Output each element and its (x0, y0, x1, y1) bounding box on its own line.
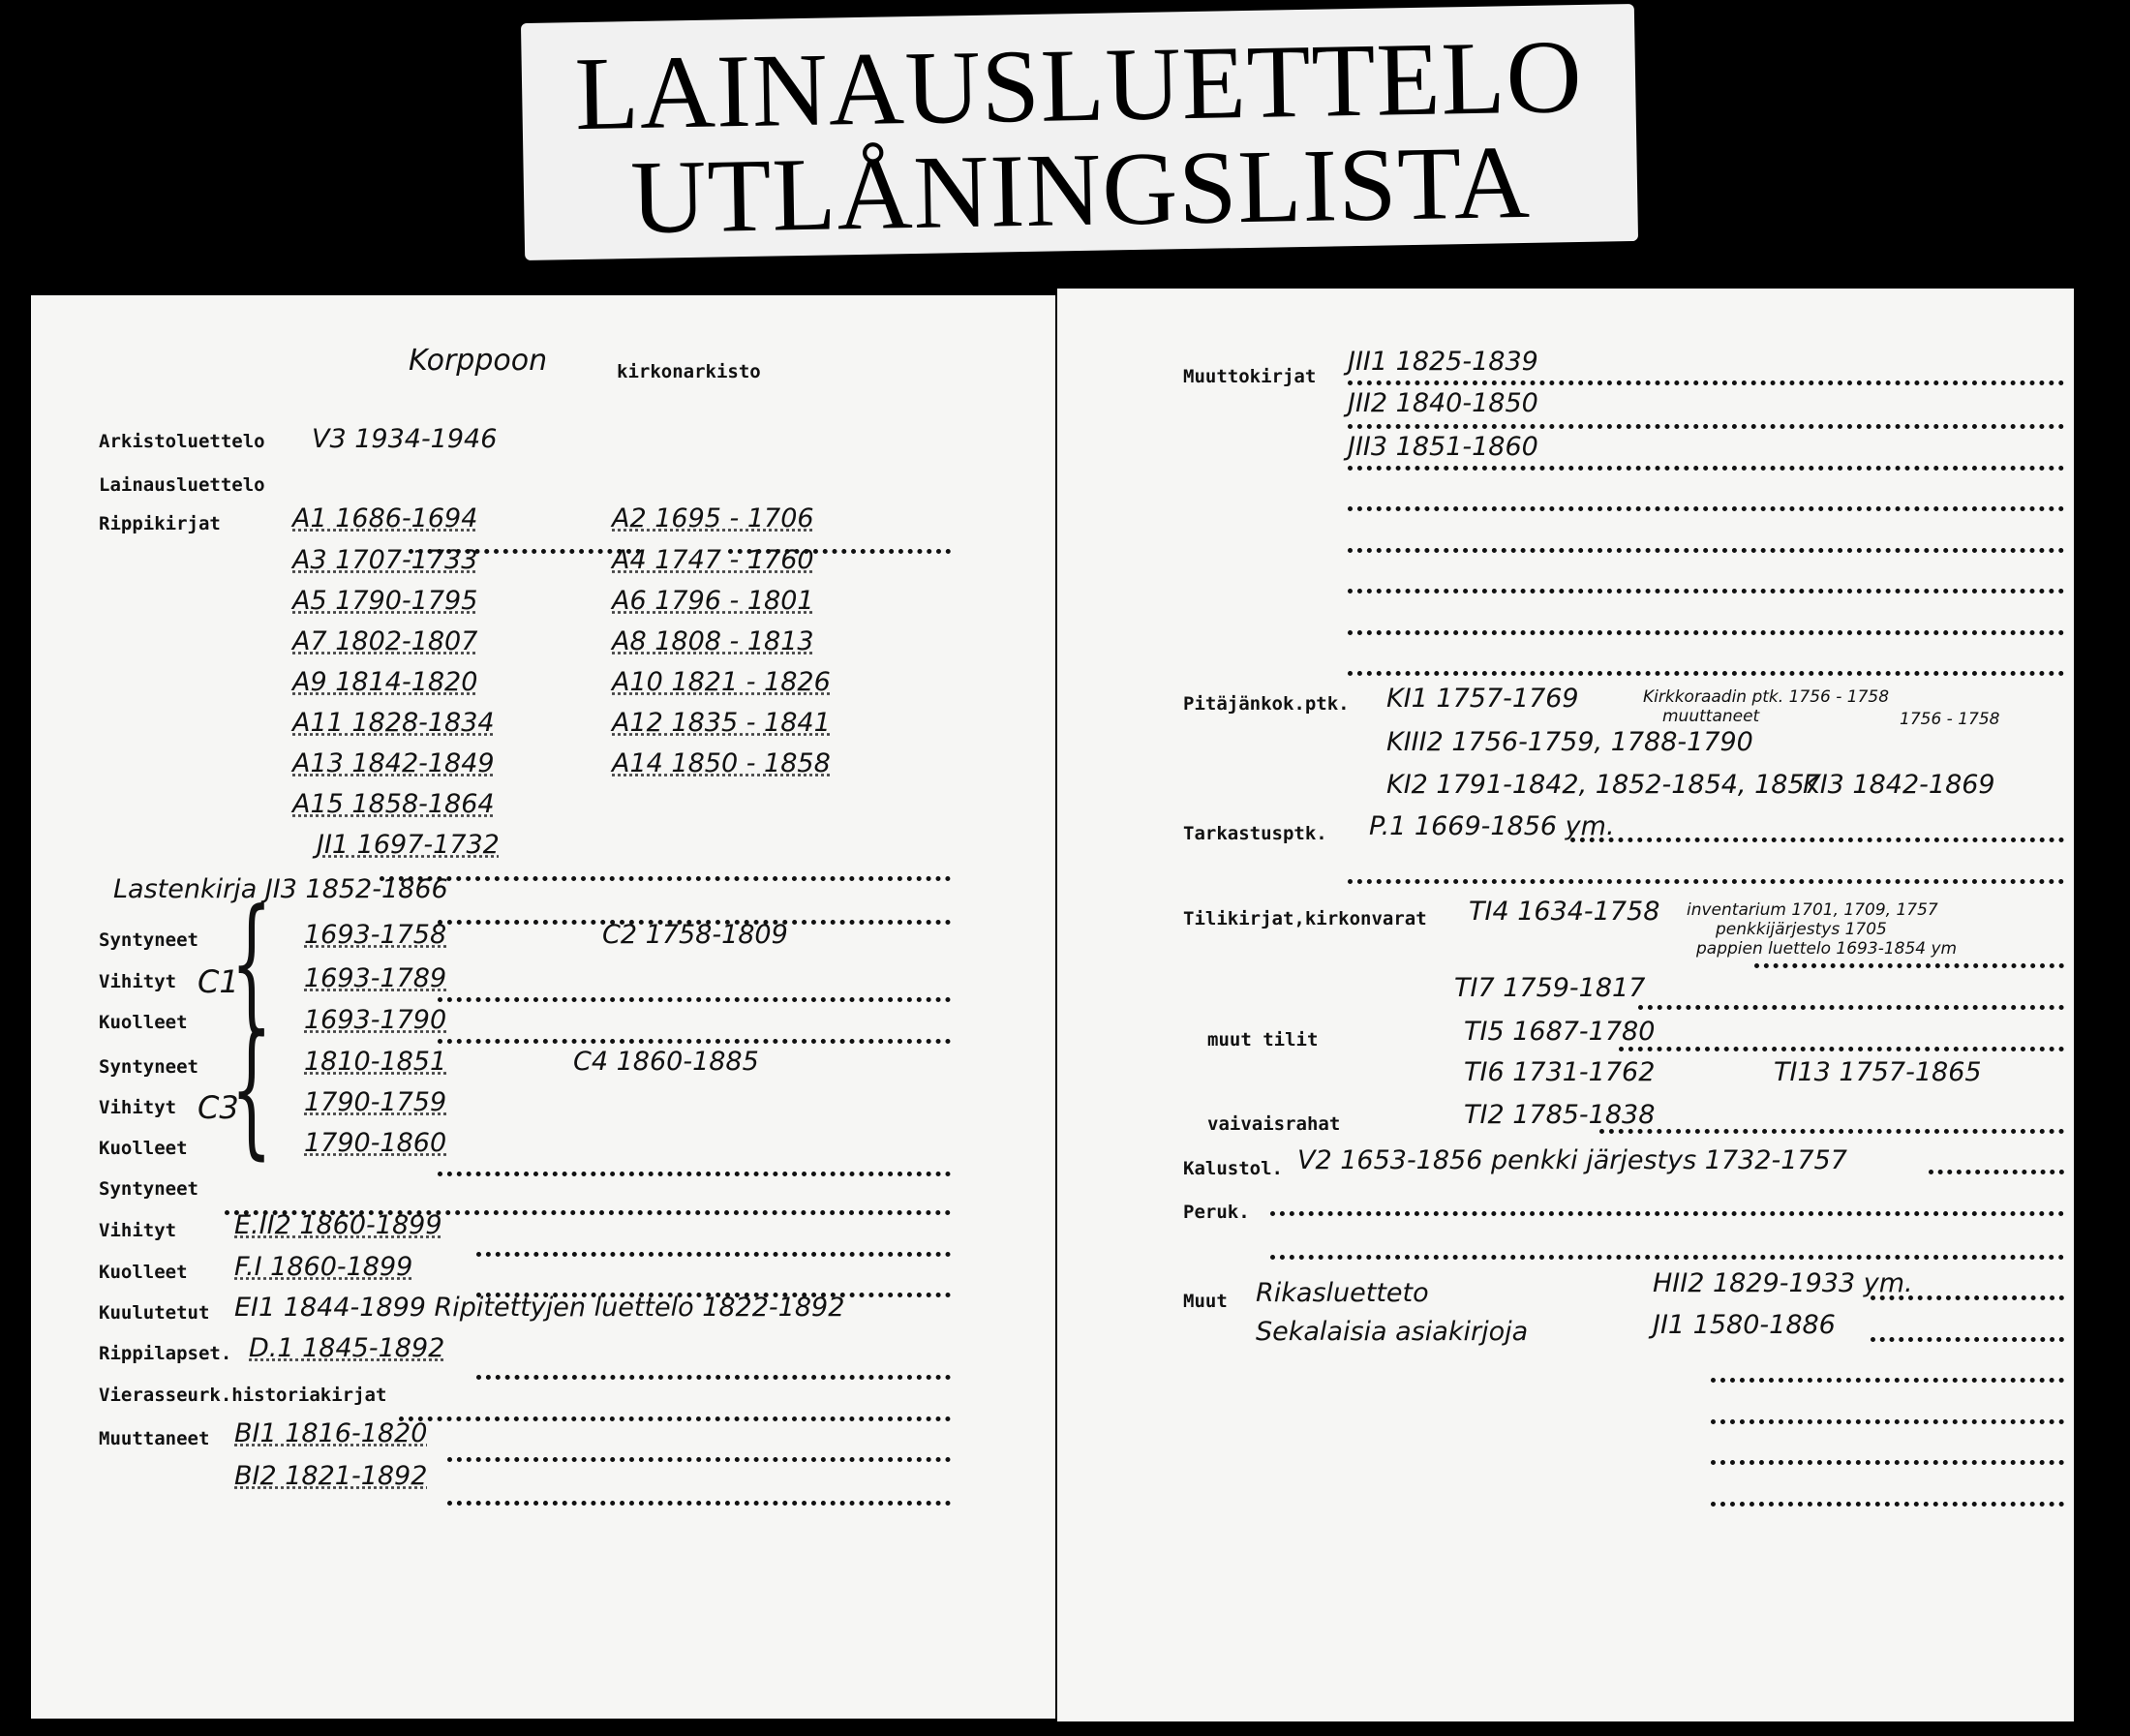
dotted-line (1754, 963, 2064, 968)
dotted-line (1348, 466, 2064, 471)
label-rippikirjat: Rippikirjat (99, 513, 221, 534)
dotted-line (1599, 1129, 2064, 1134)
birth-range: 1810-1851 (304, 1047, 447, 1077)
migration-book-entry: JII3 1851-1860 (1348, 432, 1538, 462)
marriage-range: 1790-1759 (304, 1087, 447, 1117)
marriage-entry: E.II2 1860-1899 (234, 1210, 442, 1240)
label-lainausluettelo: Lainausluettelo (99, 474, 265, 496)
label-muuttaneet: Muuttaneet (99, 1428, 210, 1449)
inventory-entry: V2 1653-1856 penkki järjestys 1732-1757 (1297, 1145, 1847, 1175)
dotted-line (409, 549, 641, 554)
rippikirja-entry: A10 1821 - 1826 (612, 667, 831, 697)
label-rippilapset: Rippilapset. (99, 1343, 232, 1364)
parish-meeting-entry: KI3 1842-1869 (1803, 770, 1995, 800)
volume-c4: C4 1860-1885 (573, 1047, 759, 1077)
dotted-line (1270, 1255, 2064, 1260)
dotted-line (1348, 879, 2064, 884)
migration-entry: BI2 1821-1892 (234, 1461, 428, 1491)
dotted-line (476, 1293, 951, 1297)
rippikirja-entry: A15 1858-1864 (292, 789, 495, 819)
label-vihityt: Vihityt (99, 1097, 177, 1118)
dotted-line (1270, 1211, 2064, 1216)
dotted-line (1711, 1419, 2064, 1424)
dotted-line (438, 1039, 951, 1044)
accounts-note: penkkijärjestys 1705 (1716, 920, 1887, 939)
volume-c1: C1 (198, 963, 239, 1000)
dotted-line (225, 1210, 951, 1215)
dotted-line (1348, 424, 2064, 429)
rippikirja-entry: A7 1802-1807 (292, 626, 478, 656)
migration-entry: BI1 1816-1820 (234, 1418, 428, 1448)
parish-meeting-note: Kirkkoraadin ptk. 1756 - 1758 (1643, 687, 1890, 707)
other-entry: JI1 1580-1886 (1653, 1310, 1836, 1340)
accounts-note: pappien luettelo 1693-1854 ym (1696, 939, 1958, 959)
dotted-line (1638, 1005, 2064, 1010)
inspection-entry: P.1 1669-1856 ym. (1369, 811, 1615, 841)
rippikirja-entry: A3 1707-1733 (292, 545, 478, 575)
brace-icon: { (230, 879, 273, 1048)
dotted-line (1570, 838, 2064, 842)
rippikirja-entry: JI1 1697-1732 (317, 830, 500, 860)
label-vihityt: Vihityt (99, 971, 177, 992)
dotted-line (476, 1375, 951, 1380)
parish-meeting-note: muuttaneet (1662, 707, 1760, 726)
migration-book-entry: JII1 1825-1839 (1348, 347, 1538, 377)
death-range: 1790-1860 (304, 1128, 447, 1158)
dotted-line (1711, 1502, 2064, 1507)
rippikirja-entry: A5 1790-1795 (292, 586, 478, 616)
marriage-range: 1693-1789 (304, 963, 447, 993)
poor-fund-entry: TI2 1785-1838 (1464, 1100, 1656, 1130)
dotted-line (476, 1252, 951, 1257)
rippikirja-entry: A9 1814-1820 (292, 667, 478, 697)
rippikirja-entry: A1 1686-1694 (292, 503, 478, 533)
dotted-line (1871, 1295, 2064, 1300)
dotted-line (1619, 1047, 2064, 1051)
rippikirja-entry: A12 1835 - 1841 (612, 708, 831, 738)
label-syntyneet: Syntyneet (99, 929, 198, 951)
title-banner (521, 4, 1638, 260)
confirmands-entry: D.1 1845-1892 (249, 1333, 445, 1363)
dotted-line (1348, 506, 2064, 511)
parish-meeting-entry: KI1 1757-1769 (1386, 684, 1579, 714)
label-vaivaisrahat: vaivaisrahat (1207, 1113, 1341, 1135)
dotted-line (1348, 589, 2064, 594)
rippikirja-entry: A11 1828-1834 (292, 708, 495, 738)
volume-c2: C2 1758-1809 (602, 920, 788, 950)
label-kuolleet: Kuolleet (99, 1012, 188, 1033)
label-arkistoluettelo: Arkistoluettelo (99, 431, 265, 452)
label-vierasseurakunta: Vierasseurk.historiakirjat (99, 1385, 387, 1406)
death-range: 1693-1790 (304, 1005, 447, 1035)
accounts-entry: TI4 1634-1758 (1469, 897, 1660, 927)
other-accounts-entry: TI13 1757-1865 (1774, 1057, 1982, 1087)
rippikirja-entry: A2 1695 - 1706 (612, 503, 814, 533)
banner-title-finnish: LAINAUSLUETTELO (573, 18, 1584, 153)
brace-icon: { (230, 1005, 273, 1173)
label-kuulutetut: Kuulutetut (99, 1302, 210, 1324)
dotted-line (728, 549, 951, 554)
dotted-line (1871, 1337, 2064, 1342)
label-pitajankokous: Pitäjänkok.ptk. (1183, 693, 1350, 715)
rippikirja-entry: A4 1747 - 1760 (612, 545, 814, 575)
dotted-line (1711, 1460, 2064, 1465)
rippikirja-entry: A14 1850 - 1858 (612, 748, 831, 778)
dotted-line (1929, 1170, 2064, 1174)
rippikirja-entry: A13 1842-1849 (292, 748, 495, 778)
dotted-line (438, 920, 951, 925)
lastenkirja-entry: Lastenkirja JI3 1852-1866 (113, 874, 448, 904)
label-tilikirjat: Tilikirjat,kirkonvarat (1183, 908, 1427, 929)
death-entry: F.I 1860-1899 (234, 1252, 413, 1282)
label-vihityt: Vihityt (99, 1220, 177, 1241)
other-accounts-entry: TI5 1687-1780 (1464, 1017, 1656, 1047)
other-entry: Sekalaisia asiakirjoja (1256, 1317, 1529, 1347)
parish-name: Korppoon (409, 344, 548, 378)
label-syntyneet: Syntyneet (99, 1178, 198, 1200)
value-arkistoluettelo: V3 1934-1946 (312, 424, 498, 454)
label-kuolleet: Kuolleet (99, 1138, 188, 1159)
label-syntyneet: Syntyneet (99, 1056, 198, 1078)
migration-book-entry: JII2 1840-1850 (1348, 388, 1538, 418)
right-page (1057, 289, 2074, 1721)
volume-c3: C3 (198, 1089, 239, 1126)
parish-meeting-entry: KI2 1791-1842, 1852-1854, 1857 (1386, 770, 1821, 800)
accounts-entry: TI7 1759-1817 (1454, 973, 1646, 1003)
dotted-line (438, 1172, 951, 1176)
dotted-line (447, 1457, 951, 1462)
dotted-line (1348, 381, 2064, 385)
parish-meeting-entry: KIII2 1756-1759, 1788-1790 (1386, 727, 1753, 757)
label-kalustoluettelo: Kalustol. (1183, 1158, 1283, 1179)
dotted-line (399, 1416, 951, 1421)
left-page (31, 295, 1055, 1719)
banns-entry: EI1 1844-1899 Ripitettyjen luettelo 1822-1892 (234, 1293, 845, 1323)
label-muuttokirjat: Muuttokirjat (1183, 366, 1317, 387)
accounts-note: inventarium 1701, 1709, 1757 (1687, 900, 1938, 920)
dotted-line (447, 1501, 951, 1506)
dotted-line (1348, 548, 2064, 553)
rippikirja-entry: A8 1808 - 1813 (612, 626, 814, 656)
dotted-line (438, 997, 951, 1002)
rippikirja-entry: A6 1796 - 1801 (612, 586, 814, 616)
label-muut: Muut (1183, 1291, 1228, 1312)
dotted-line (1348, 671, 2064, 676)
label-kuolleet: Kuolleet (99, 1262, 188, 1283)
label-tarkastus: Tarkastusptk. (1183, 823, 1327, 844)
other-accounts-entry: TI6 1731-1762 (1464, 1057, 1656, 1087)
archive-type: kirkonarkisto (617, 361, 761, 382)
dotted-line (1348, 630, 2064, 635)
other-entry: HII2 1829-1933 ym. (1653, 1268, 1913, 1298)
label-perukirjat: Peruk. (1183, 1202, 1250, 1223)
banner-title-swedish: UTLÅNINGSLISTA (629, 124, 1532, 257)
other-entry: Rikasluetteto (1256, 1278, 1429, 1308)
parish-meeting-note: 1756 - 1758 (1900, 710, 2000, 729)
birth-range: 1693-1758 (304, 920, 447, 950)
dotted-line (380, 876, 951, 881)
label-muut-tilit: muut tilit (1207, 1029, 1319, 1051)
dotted-line (1711, 1378, 2064, 1383)
